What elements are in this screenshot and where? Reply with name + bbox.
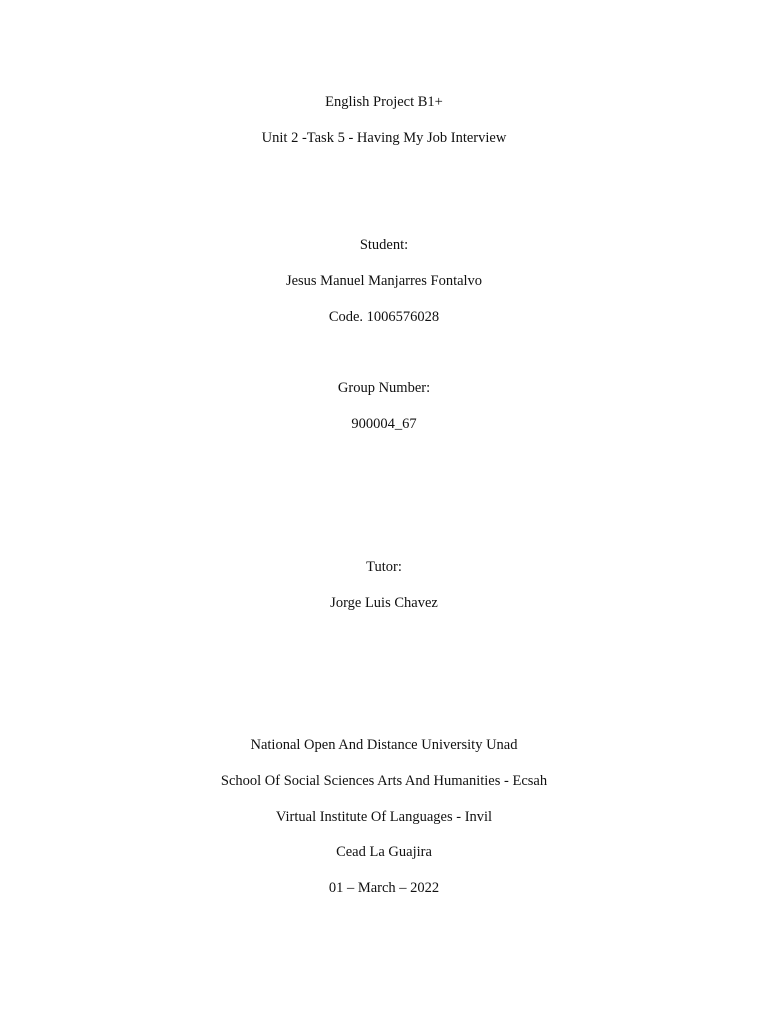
group-number: 900004_67 <box>351 416 417 432</box>
center-name: Cead La Guajira <box>336 844 432 860</box>
institute-name: Virtual Institute Of Languages - Invil <box>275 809 493 825</box>
university-name: National Open And Distance University Unad <box>250 737 518 753</box>
student-label: Student: <box>359 237 409 253</box>
student-name: Jesus Manuel Manjarres Fontalvo <box>285 273 483 289</box>
student-code: Code. 1006576028 <box>328 309 440 325</box>
document-date: 01 – March – 2022 <box>328 880 440 896</box>
group-label: Group Number: <box>337 380 431 396</box>
task-title: Unit 2 -Task 5 - Having My Job Interview <box>261 130 507 146</box>
tutor-label: Tutor: <box>366 559 402 575</box>
school-name: School Of Social Sciences Arts And Humanities - Ecsah <box>220 773 548 789</box>
tutor-name: Jorge Luis Chavez <box>330 595 438 611</box>
course-title: English Project B1+ <box>325 94 443 110</box>
